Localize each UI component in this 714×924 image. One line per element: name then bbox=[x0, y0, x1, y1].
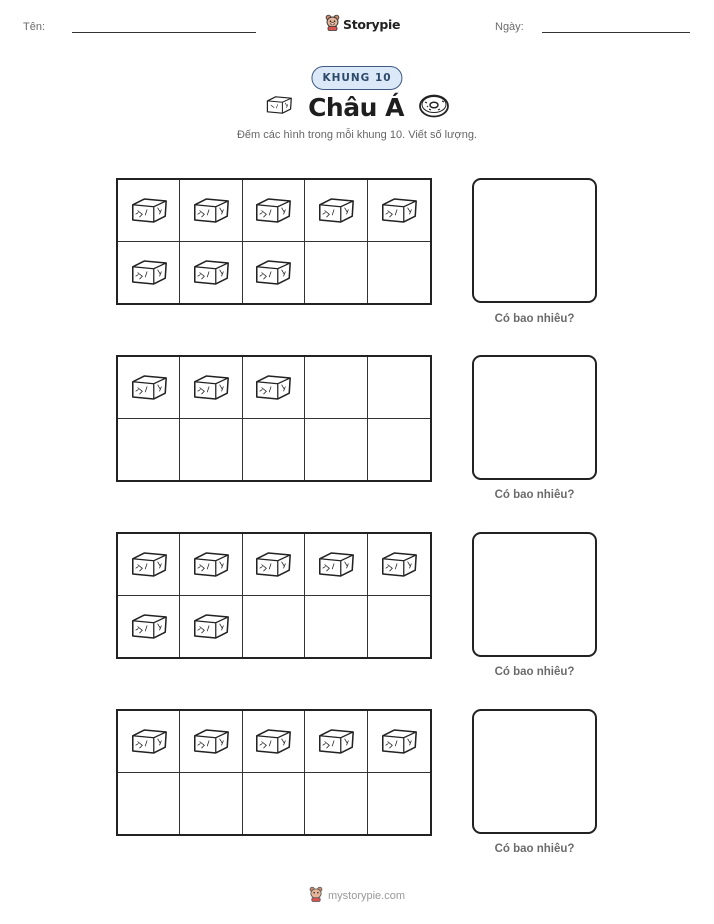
sugar-cube-icon bbox=[378, 195, 420, 226]
frame-cell bbox=[118, 357, 180, 419]
frame-cell bbox=[305, 534, 367, 596]
sugar-cube-icon bbox=[128, 726, 170, 757]
frame-cell bbox=[180, 773, 242, 835]
frame-cell bbox=[243, 773, 305, 835]
sugar-cube-icon bbox=[252, 257, 294, 288]
sugar-cube-icon bbox=[252, 372, 294, 403]
sugar-cube-icon bbox=[315, 195, 357, 226]
sugar-cube-icon bbox=[378, 549, 420, 580]
frame-cell bbox=[118, 773, 180, 835]
sugar-cube-icon bbox=[190, 195, 232, 226]
frame-cell bbox=[118, 180, 180, 242]
ten-frame bbox=[116, 709, 432, 836]
frame-cell bbox=[180, 596, 242, 658]
name-line[interactable] bbox=[72, 32, 256, 33]
answer-box[interactable] bbox=[472, 709, 597, 834]
worksheet-type-badge: KHUNG 10 bbox=[311, 66, 402, 90]
frame-cell bbox=[305, 357, 367, 419]
frame-cell bbox=[305, 242, 367, 304]
date-line[interactable] bbox=[542, 32, 690, 33]
sugar-cube-icon bbox=[315, 726, 357, 757]
frame-cell bbox=[180, 711, 242, 773]
sugar-cube-icon bbox=[128, 372, 170, 403]
sugar-cube-icon bbox=[128, 257, 170, 288]
question-label: Có bao nhiêu? bbox=[494, 489, 575, 501]
frame-cell bbox=[368, 596, 430, 658]
frame-cell bbox=[243, 419, 305, 481]
sugar-cube-icon bbox=[128, 611, 170, 642]
frame-cell bbox=[118, 419, 180, 481]
frame-cell bbox=[180, 242, 242, 304]
page-title: Châu Á bbox=[308, 92, 404, 122]
storypie-logo bbox=[325, 14, 400, 35]
frame-cell bbox=[368, 711, 430, 773]
ten-frame bbox=[116, 355, 432, 482]
sugar-cube-icon bbox=[252, 549, 294, 580]
frame-cell bbox=[243, 711, 305, 773]
frame-cell bbox=[368, 534, 430, 596]
question-label: Có bao nhiêu? bbox=[494, 666, 575, 678]
ten-frame bbox=[116, 178, 432, 305]
frame-cell bbox=[368, 357, 430, 419]
sugar-cube-icon bbox=[252, 726, 294, 757]
frame-cell bbox=[243, 534, 305, 596]
frame-cell bbox=[368, 242, 430, 304]
sugar-cube-icon bbox=[190, 611, 232, 642]
name-label: Tên: bbox=[23, 21, 46, 33]
frame-cell bbox=[118, 711, 180, 773]
frame-cell bbox=[368, 419, 430, 481]
answer-box[interactable] bbox=[472, 532, 597, 657]
instructions: Đếm các hình trong mỗi khung 10. Viết số lượng. bbox=[236, 129, 477, 141]
sugar-cube-icon bbox=[190, 549, 232, 580]
frame-cell bbox=[243, 180, 305, 242]
frame-cell bbox=[368, 773, 430, 835]
date-label: Ngày: bbox=[495, 21, 524, 33]
sugar-cube-icon bbox=[252, 195, 294, 226]
bear-mascot-icon bbox=[309, 886, 323, 906]
frame-cell bbox=[118, 596, 180, 658]
frame-cell bbox=[180, 357, 242, 419]
title-row bbox=[0, 92, 714, 122]
frame-cell bbox=[305, 596, 367, 658]
sugar-cube-icon bbox=[315, 549, 357, 580]
frame-cell bbox=[243, 242, 305, 304]
sugar-cube-icon bbox=[190, 726, 232, 757]
sugar-cube-icon bbox=[190, 372, 232, 403]
bear-mascot-icon bbox=[325, 14, 340, 35]
sugar-cube-icon bbox=[128, 549, 170, 580]
footer bbox=[0, 886, 714, 906]
footer-url: mystorypie.com bbox=[327, 890, 406, 902]
question-label: Có bao nhiêu? bbox=[494, 843, 575, 855]
sugar-cube-icon bbox=[264, 94, 294, 120]
frame-cell bbox=[305, 773, 367, 835]
logo-text: Storypie bbox=[343, 17, 401, 32]
answer-box[interactable] bbox=[472, 178, 597, 303]
sugar-cube-icon bbox=[128, 195, 170, 226]
frame-cell bbox=[180, 419, 242, 481]
frame-cell bbox=[180, 534, 242, 596]
frame-cell bbox=[243, 357, 305, 419]
frame-cell bbox=[180, 180, 242, 242]
frame-cell bbox=[305, 419, 367, 481]
frame-cell bbox=[118, 242, 180, 304]
sugar-cube-icon bbox=[190, 257, 232, 288]
question-label: Có bao nhiêu? bbox=[494, 313, 575, 325]
donut-icon bbox=[418, 92, 450, 122]
frame-cell bbox=[118, 534, 180, 596]
frame-cell bbox=[305, 711, 367, 773]
sugar-cube-icon bbox=[378, 726, 420, 757]
frame-cell bbox=[305, 180, 367, 242]
ten-frame bbox=[116, 532, 432, 659]
answer-box[interactable] bbox=[472, 355, 597, 480]
frame-cell bbox=[368, 180, 430, 242]
frame-cell bbox=[243, 596, 305, 658]
